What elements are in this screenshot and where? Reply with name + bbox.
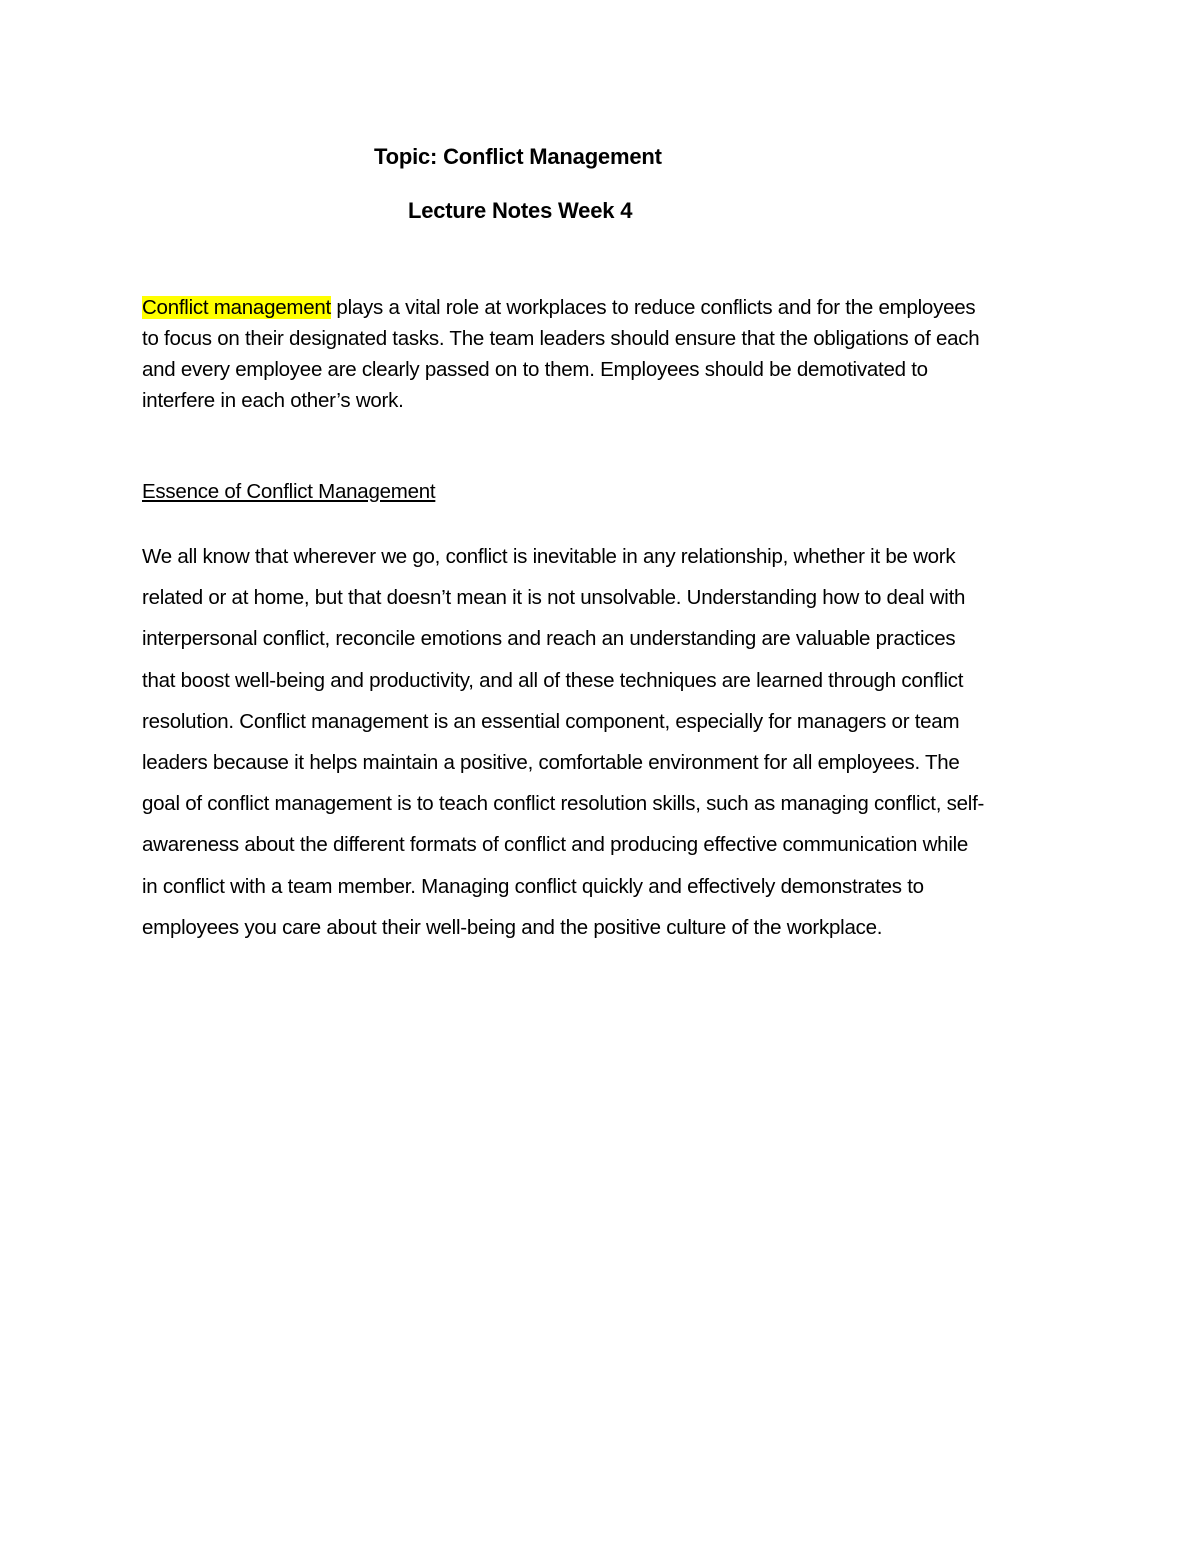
intro-line-2: to focus on their designated tasks. The team leaders should ensure that the obligations of each [142,327,980,350]
essence-line: that boost well-being and productivity, and all of these techniques are learned through conflict [142,668,964,692]
essence-line: goal of conflict management is to teach conflict resolution skills, such as managing conflict, self- [142,792,985,816]
essence-line: leaders because it helps maintain a positive, comfortable environment for all employees. The [142,751,960,775]
intro-line-3: and every employee are clearly passed on to them. Employees should be demotivated to [142,358,928,381]
essence-line: awareness about the different formats of conflict and producing effective communication while [142,833,969,857]
essence-line: employees you care about their well-being and the positive culture of the workplace. [142,915,883,939]
intro-line-4: interfere in each other’s work. [142,389,404,412]
document-subtitle: Lecture Notes Week 4 [408,198,633,223]
intro-paragraph [142,292,1062,416]
essence-line: related or at home, but that doesn’t mean it is not unsolvable. Understanding how to deal with [142,586,966,610]
essence-line: interpersonal conflict, reconcile emotions and reach an understanding are valuable practices [142,627,956,651]
essence-paragraph [142,536,1062,948]
essence-line: We all know that wherever we go, conflict is inevitable in any relationship, whether it be work [142,545,956,568]
section-heading: Essence of Conflict Management [142,480,436,503]
document-title: Topic: Conflict Management [374,144,662,169]
essence-line: resolution. Conflict management is an essential component, especially for managers or team [142,709,960,733]
intro-line-1 [142,292,1062,323]
highlighted-term: Conflict management [142,296,331,319]
essence-line: in conflict with a team member. Managing conflict quickly and effectively demonstrates to [142,874,924,898]
intro-line-1-rest: plays a vital role at workplaces to reduce conflicts and for the employees [330,296,976,319]
